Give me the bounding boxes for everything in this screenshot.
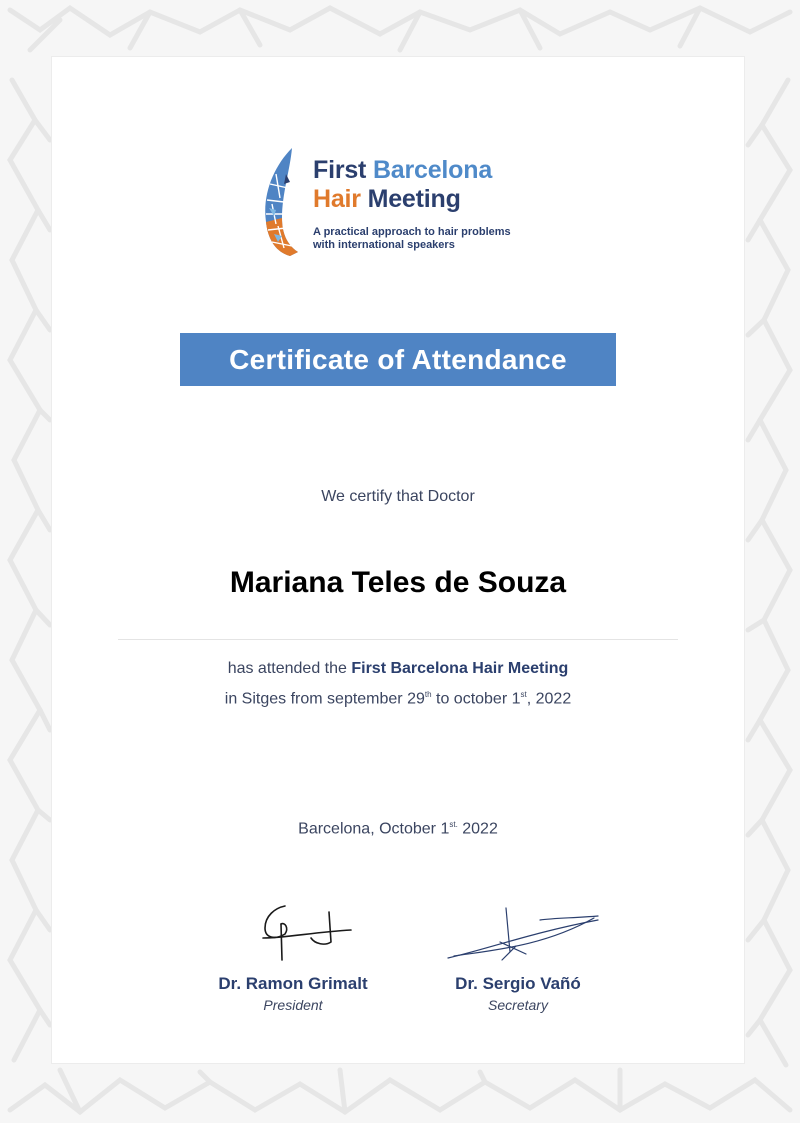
date-suffix: st. bbox=[449, 820, 458, 829]
tagline-line-1: A practical approach to hair problems bbox=[313, 226, 511, 238]
signer-role: Secretary bbox=[488, 997, 548, 1013]
signer-secretary bbox=[398, 974, 638, 1016]
start-date-suffix: th bbox=[424, 690, 432, 699]
certificate-title-banner: Certificate of Attendance bbox=[180, 333, 616, 386]
issue-date-line bbox=[52, 820, 744, 838]
to-text: to october 1 bbox=[436, 690, 521, 708]
secretary-signature-icon bbox=[444, 906, 604, 966]
logo-tagline bbox=[313, 226, 511, 252]
attended-prefix: has attended the bbox=[227, 660, 347, 677]
date-place: Barcelona, October 1 bbox=[298, 820, 450, 838]
logo-word-first: First bbox=[313, 156, 367, 184]
location-prefix: in Sitges from september 29 bbox=[224, 690, 425, 708]
end-date-suffix: st bbox=[520, 690, 527, 699]
date-year: 2022 bbox=[462, 820, 498, 838]
signer-name: Dr. Ramon Grimalt bbox=[218, 974, 368, 993]
logo-word-barcelona: Barcelona bbox=[372, 156, 493, 184]
event-logo-title bbox=[313, 156, 492, 214]
event-name: First Barcelona Hair Meeting bbox=[351, 660, 569, 677]
signer-role: President bbox=[263, 997, 323, 1013]
attendance-statement bbox=[52, 656, 744, 712]
certify-line: We certify that Doctor bbox=[321, 488, 475, 505]
signer-name: Dr. Sergio Vañó bbox=[455, 974, 581, 993]
logo-word-meeting: Meeting bbox=[367, 185, 461, 213]
signer-president bbox=[173, 974, 413, 1016]
year-text: , 2022 bbox=[526, 690, 572, 708]
mosaic-logo-icon bbox=[262, 144, 302, 260]
logo-word-hair: Hair bbox=[313, 185, 361, 213]
tagline-line-2: with international speakers bbox=[313, 239, 455, 251]
president-signature-icon bbox=[255, 898, 365, 970]
recipient-name: Mariana Teles de Souza bbox=[229, 566, 567, 599]
divider-line bbox=[118, 639, 678, 640]
